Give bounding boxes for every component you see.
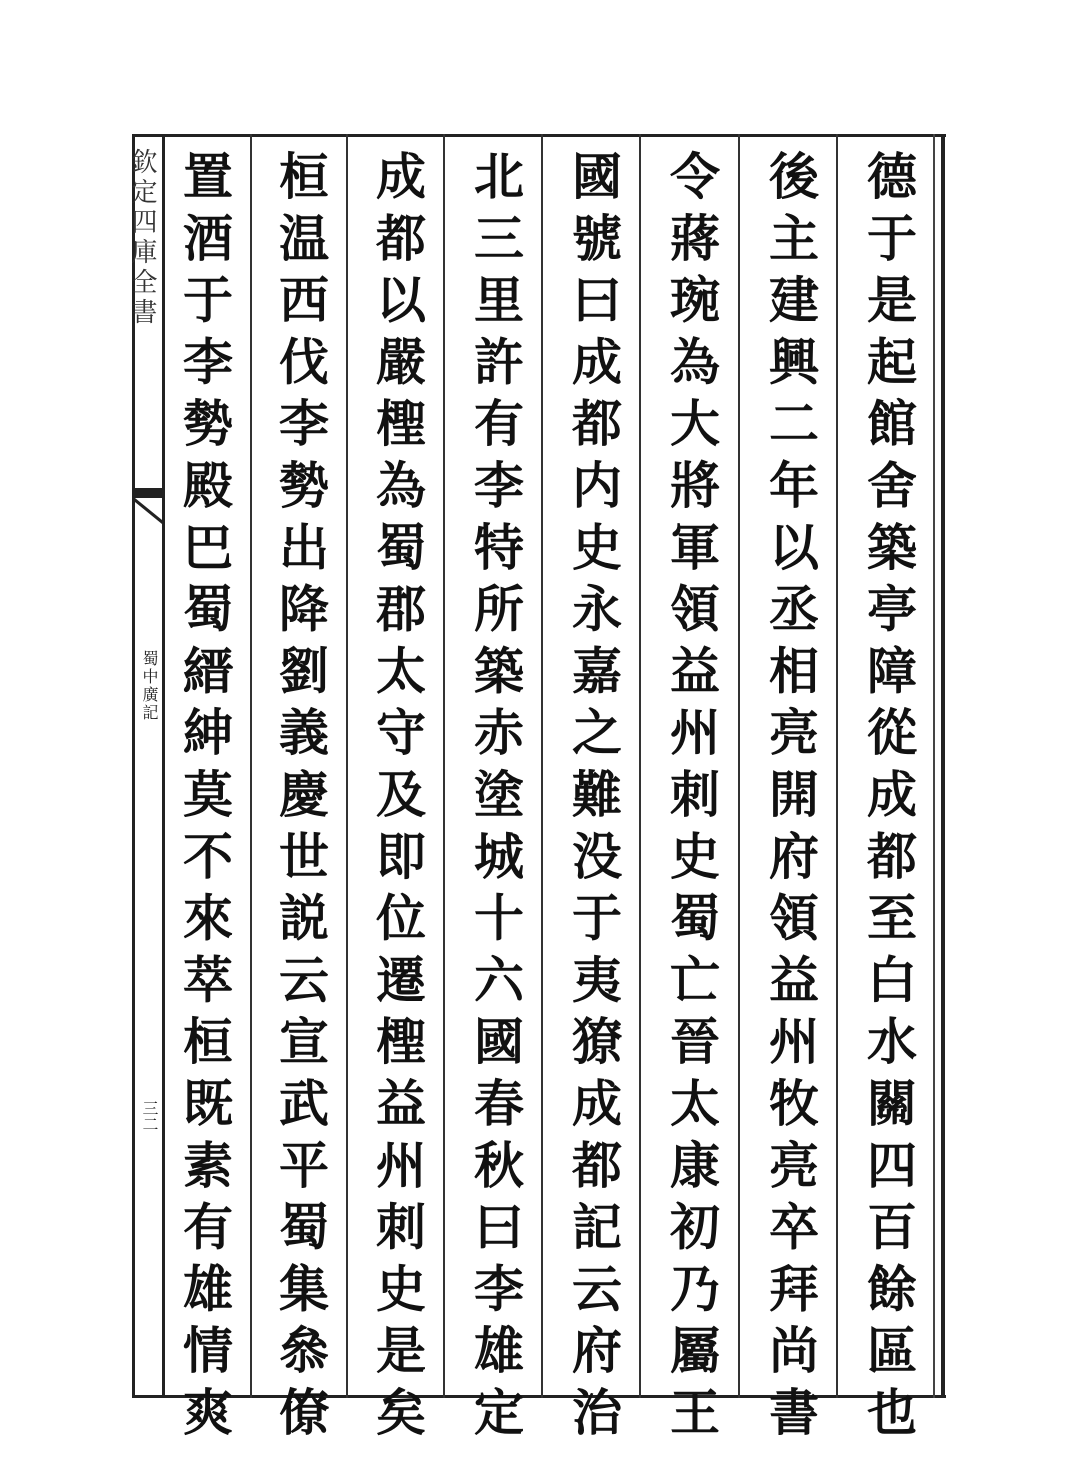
text-column-2: 後主建興二年以丞相亮開府領益州牧亮卒拜尚書 [761,150,820,1448]
text-column-1: 德于是起館舍築亭障從成都至白水關四百餘區也 [859,150,918,1448]
page-frame [127,134,946,1448]
column-divider [639,134,641,1398]
text-column-7: 桓温西伐李勢出降劉義慶世説云宣武平蜀集叅僚 [271,150,330,1448]
text-column-5: 北三里許有李特所築赤塗城十六國春秋曰李雄定 [466,150,525,1448]
book-title: 蜀中廣記 [140,650,159,722]
column-divider [836,134,838,1398]
margin-column-divider [162,134,165,1398]
frame-right-border [941,134,945,1398]
page-number: 三二 [140,1100,159,1132]
text-column-8: 置酒于李勢殿巴蜀縉紳莫不來萃桓既素有雄情爽 [175,150,234,1448]
column-divider [443,134,445,1398]
series-title: 欽定四庫全書 [127,148,157,328]
frame-right-inner-border [933,134,935,1398]
column-divider [541,134,543,1398]
text-column-4: 國號曰成都内史永嘉之難没于夷獠成都記云府治 [564,150,623,1448]
text-column-6: 成都以嚴檉為蜀郡太守及即位遷檉益州刺史是矣 [368,150,427,1448]
fishtail-mark-icon [135,488,162,524]
column-divider [346,134,348,1398]
column-divider [250,134,252,1398]
text-column-3: 令蔣琬為大將軍領益州刺史蜀亡晉太康初乃屬王 [662,150,721,1448]
column-divider [738,134,740,1398]
